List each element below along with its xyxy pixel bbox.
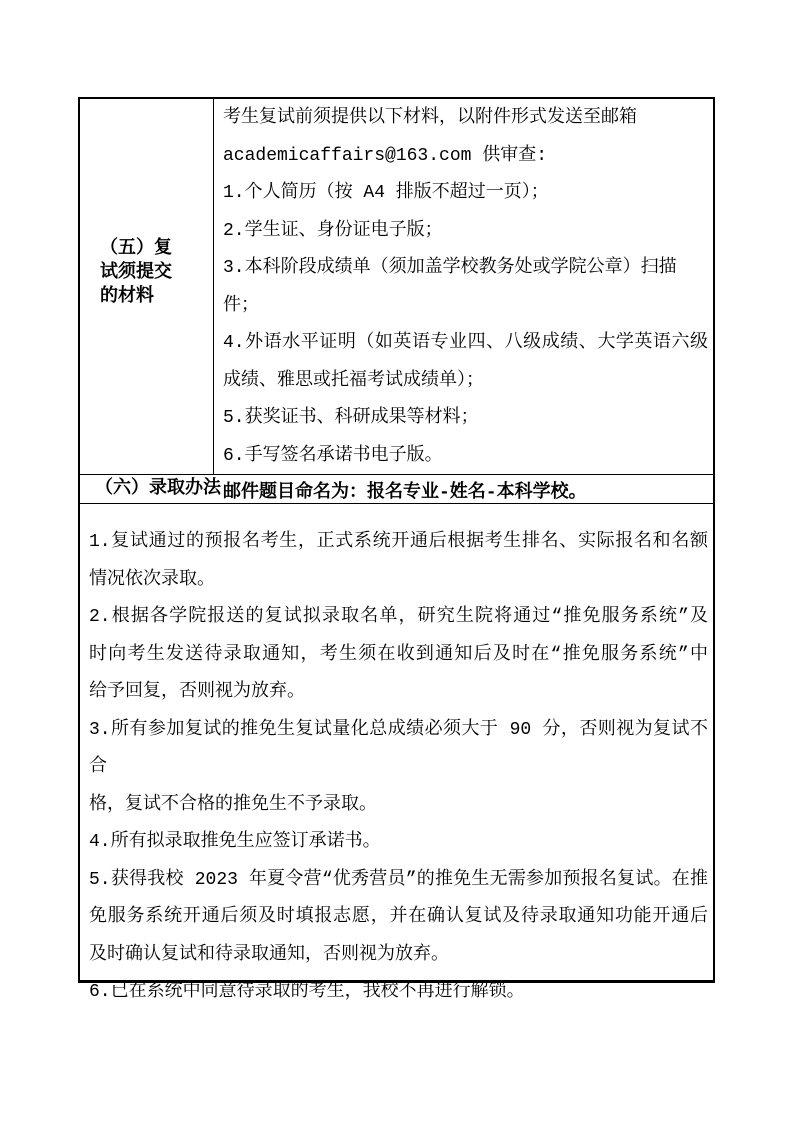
- text-line: 成绩、雅思或托福考试成绩单）；: [223, 370, 484, 391]
- text-line: （五）复: [100, 238, 172, 259]
- text-line: 1.复试通过的预报名考生，正式系统开通后根据考生排名、实际报名和名额: [89, 532, 708, 552]
- text-line: academicaffairs@163.com 供审查:: [223, 145, 548, 166]
- text-line: 2.学生证、身份证电子版；: [223, 220, 443, 241]
- text-line: 及时确认复试和待录取通知，否则视为放弃。: [89, 944, 449, 965]
- text-line: 2.根据各学院报送的复试拟录取名单，研究生院将通过“推免服务系统”及: [89, 607, 708, 627]
- text-line: 3.本科阶段成绩单（须加盖学校教务处或学院公章）扫描件；: [223, 258, 677, 316]
- admission-method-content-cell: [80, 504, 713, 1002]
- text-line: 4.外语水平证明（如英语专业四、八级成绩、大学英语六级: [223, 333, 708, 353]
- text-line: 邮件题目命名为：报名专业-姓名-本科学校。: [223, 483, 587, 503]
- text-line: 1.个人简历（按 A4 排版不超过一页）；: [223, 183, 549, 203]
- text-line: 5.获奖证书、科研成果等材料；: [223, 408, 479, 428]
- text-line: 免服务系统开通后须及时填报志愿，并在确认复试及待录取通知功能开通后: [89, 907, 708, 927]
- text-line: 情况依次录取。: [89, 569, 215, 590]
- admission-method-header-label: （六）录取办法: [95, 479, 221, 499]
- materials-content-cell: [214, 99, 713, 503]
- text-line: 5.获得我校 2023 年夏令营“优秀营员”的推免生无需参加预报名复试。在推: [89, 869, 708, 890]
- text-line: 格，复试不合格的推免生不予录取。: [89, 794, 377, 815]
- text-line: 3.所有参加复试的推免生复试量化总成绩必须大于 90 分，否则视为复试不合: [89, 719, 708, 777]
- text-line: 考生复试前须提供以下材料，以附件形式发送至邮箱: [223, 108, 637, 128]
- text-line: 的材料: [100, 286, 154, 307]
- materials-header-cell: [80, 99, 214, 474]
- admission-notice-table: [78, 97, 715, 1002]
- text-line: 时向考生发送待录取通知，考生须在收到通知后及时在“推免服务系统”中: [89, 644, 708, 665]
- text-line: 试须提交: [100, 262, 172, 283]
- text-line: 给予回复，否则视为放弃。: [89, 682, 305, 702]
- text-line: 6.手写签名承诺书电子版。: [223, 445, 443, 466]
- text-line: 6.已在系统中同意待录取的考生，我校不再进行解锁。: [89, 982, 525, 1002]
- text-line: 4.所有拟录取推免生应签订承诺书。: [89, 832, 381, 852]
- materials-header-label: [100, 237, 213, 309]
